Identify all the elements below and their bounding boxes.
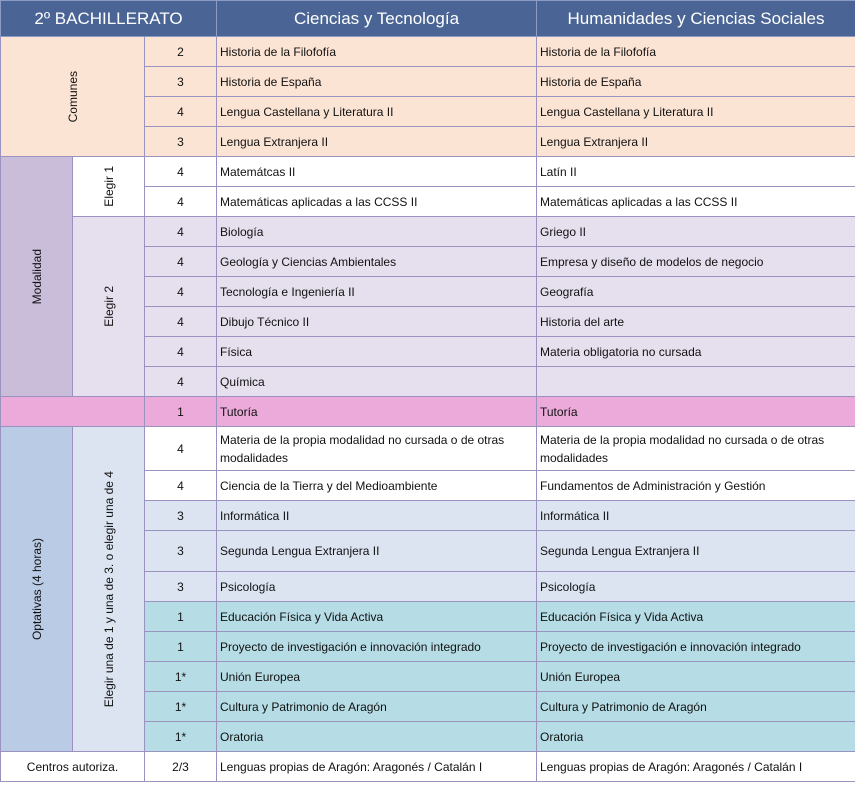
hours-cell: 4 <box>145 307 217 337</box>
subject-ciencias: Tecnología e Ingeniería II <box>217 277 537 307</box>
subject-ciencias: Segunda Lengua Extranjera II <box>217 531 537 572</box>
hours-cell: 3 <box>145 67 217 97</box>
hours-cell: 4 <box>145 471 217 501</box>
subject-ciencias: Cultura y Patrimonio de Aragón <box>217 692 537 722</box>
subject-humanidades: Griego II <box>537 217 855 247</box>
subject-ciencias: Tutoría <box>217 397 537 427</box>
hours-cell: 4 <box>145 427 217 471</box>
subject-ciencias: Geología y Ciencias Ambientales <box>217 247 537 277</box>
hours-cell: 3 <box>145 572 217 602</box>
subject-ciencias: Química <box>217 367 537 397</box>
hours-cell: 4 <box>145 277 217 307</box>
hours-cell: 1 <box>145 632 217 662</box>
subject-humanidades: Geografía <box>537 277 855 307</box>
hours-cell: 1* <box>145 722 217 752</box>
group-elegir-optativas: Elegir una de 1 y una de 3. o elegir una de 4 <box>73 427 145 752</box>
subject-ciencias: Dibujo Técnico II <box>217 307 537 337</box>
hours-cell: 1 <box>145 397 217 427</box>
subject-ciencias: Oratoria <box>217 722 537 752</box>
subject-ciencias: Unión Europea <box>217 662 537 692</box>
subject-humanidades <box>537 367 855 397</box>
subject-humanidades: Materia obligatoria no cursada <box>537 337 855 367</box>
subject-humanidades: Proyecto de investigación e innovación integrado <box>537 632 855 662</box>
hours-cell: 4 <box>145 367 217 397</box>
header-bachillerato: 2º BACHILLERATO <box>1 1 217 37</box>
hours-cell: 1 <box>145 602 217 632</box>
subject-ciencias: Lengua Extranjera II <box>217 127 537 157</box>
subject-humanidades: Unión Europea <box>537 662 855 692</box>
subject-ciencias: Ciencia de la Tierra y del Medioambiente <box>217 471 537 501</box>
subject-ciencias: Historia de la Filofofía <box>217 37 537 67</box>
hours-cell: 1* <box>145 692 217 722</box>
subject-ciencias: Matemáticas aplicadas a las CCSS II <box>217 187 537 217</box>
header-humanidades: Humanidades y Ciencias Sociales <box>537 1 855 37</box>
subject-humanidades: Tutoría <box>537 397 855 427</box>
subject-humanidades: Lenguas propias de Aragón: Aragonés / Catalán I <box>537 752 855 782</box>
hours-cell: 1* <box>145 662 217 692</box>
subject-humanidades: Historia del arte <box>537 307 855 337</box>
hours-cell: 3 <box>145 127 217 157</box>
hours-cell: 4 <box>145 337 217 367</box>
subject-humanidades: Lengua Extranjera II <box>537 127 855 157</box>
subject-humanidades: Informática II <box>537 501 855 531</box>
group-elegir-1: Elegir 1 <box>73 157 145 217</box>
subject-ciencias: Lengua Castellana y Literatura II <box>217 97 537 127</box>
subject-humanidades: Latín II <box>537 157 855 187</box>
group-modalidad: Modalidad <box>1 157 73 397</box>
subject-ciencias: Biología <box>217 217 537 247</box>
hours-cell: 4 <box>145 97 217 127</box>
hours-cell: 4 <box>145 247 217 277</box>
hours-cell: 2/3 <box>145 752 217 782</box>
hours-cell: 2 <box>145 37 217 67</box>
subject-ciencias: Materia de la propia modalidad no cursada o de otras modalidades <box>217 427 537 471</box>
subject-ciencias: Informática II <box>217 501 537 531</box>
subject-humanidades: Psicología <box>537 572 855 602</box>
group-comunes: Comunes <box>1 37 145 157</box>
subject-humanidades: Segunda Lengua Extranjera II <box>537 531 855 572</box>
subject-ciencias: Historia de España <box>217 67 537 97</box>
hours-cell: 3 <box>145 531 217 572</box>
subject-humanidades: Historia de la Filofofía <box>537 37 855 67</box>
group-optativas: Optativas (4 horas) <box>1 427 73 752</box>
subject-humanidades: Educación Física y Vida Activa <box>537 602 855 632</box>
subject-ciencias: Física <box>217 337 537 367</box>
hours-cell: 4 <box>145 187 217 217</box>
subject-humanidades: Cultura y Patrimonio de Aragón <box>537 692 855 722</box>
subject-ciencias: Matemátcas II <box>217 157 537 187</box>
group-centros-autorizados: Centros autoriza. <box>1 752 145 782</box>
subject-humanidades: Lengua Castellana y Literatura II <box>537 97 855 127</box>
header-ciencias-tecnologia: Ciencias y Tecnología <box>217 1 537 37</box>
group-elegir-2: Elegir 2 <box>73 217 145 397</box>
subject-ciencias: Proyecto de investigación e innovación integrado <box>217 632 537 662</box>
hours-cell: 4 <box>145 217 217 247</box>
hours-cell: 3 <box>145 501 217 531</box>
subject-ciencias: Educación Física y Vida Activa <box>217 602 537 632</box>
hours-cell: 4 <box>145 157 217 187</box>
tutoria-group-cell <box>1 397 145 427</box>
subject-humanidades: Historia de España <box>537 67 855 97</box>
subject-humanidades: Oratoria <box>537 722 855 752</box>
subject-humanidades: Materia de la propia modalidad no cursada o de otras modalidades <box>537 427 855 471</box>
subject-humanidades: Fundamentos de Administración y Gestión <box>537 471 855 501</box>
subject-humanidades: Matemáticas aplicadas a las CCSS II <box>537 187 855 217</box>
subject-humanidades: Empresa y diseño de modelos de negocio <box>537 247 855 277</box>
subject-ciencias: Lenguas propias de Aragón: Aragonés / Catalán I <box>217 752 537 782</box>
subject-ciencias: Psicología <box>217 572 537 602</box>
